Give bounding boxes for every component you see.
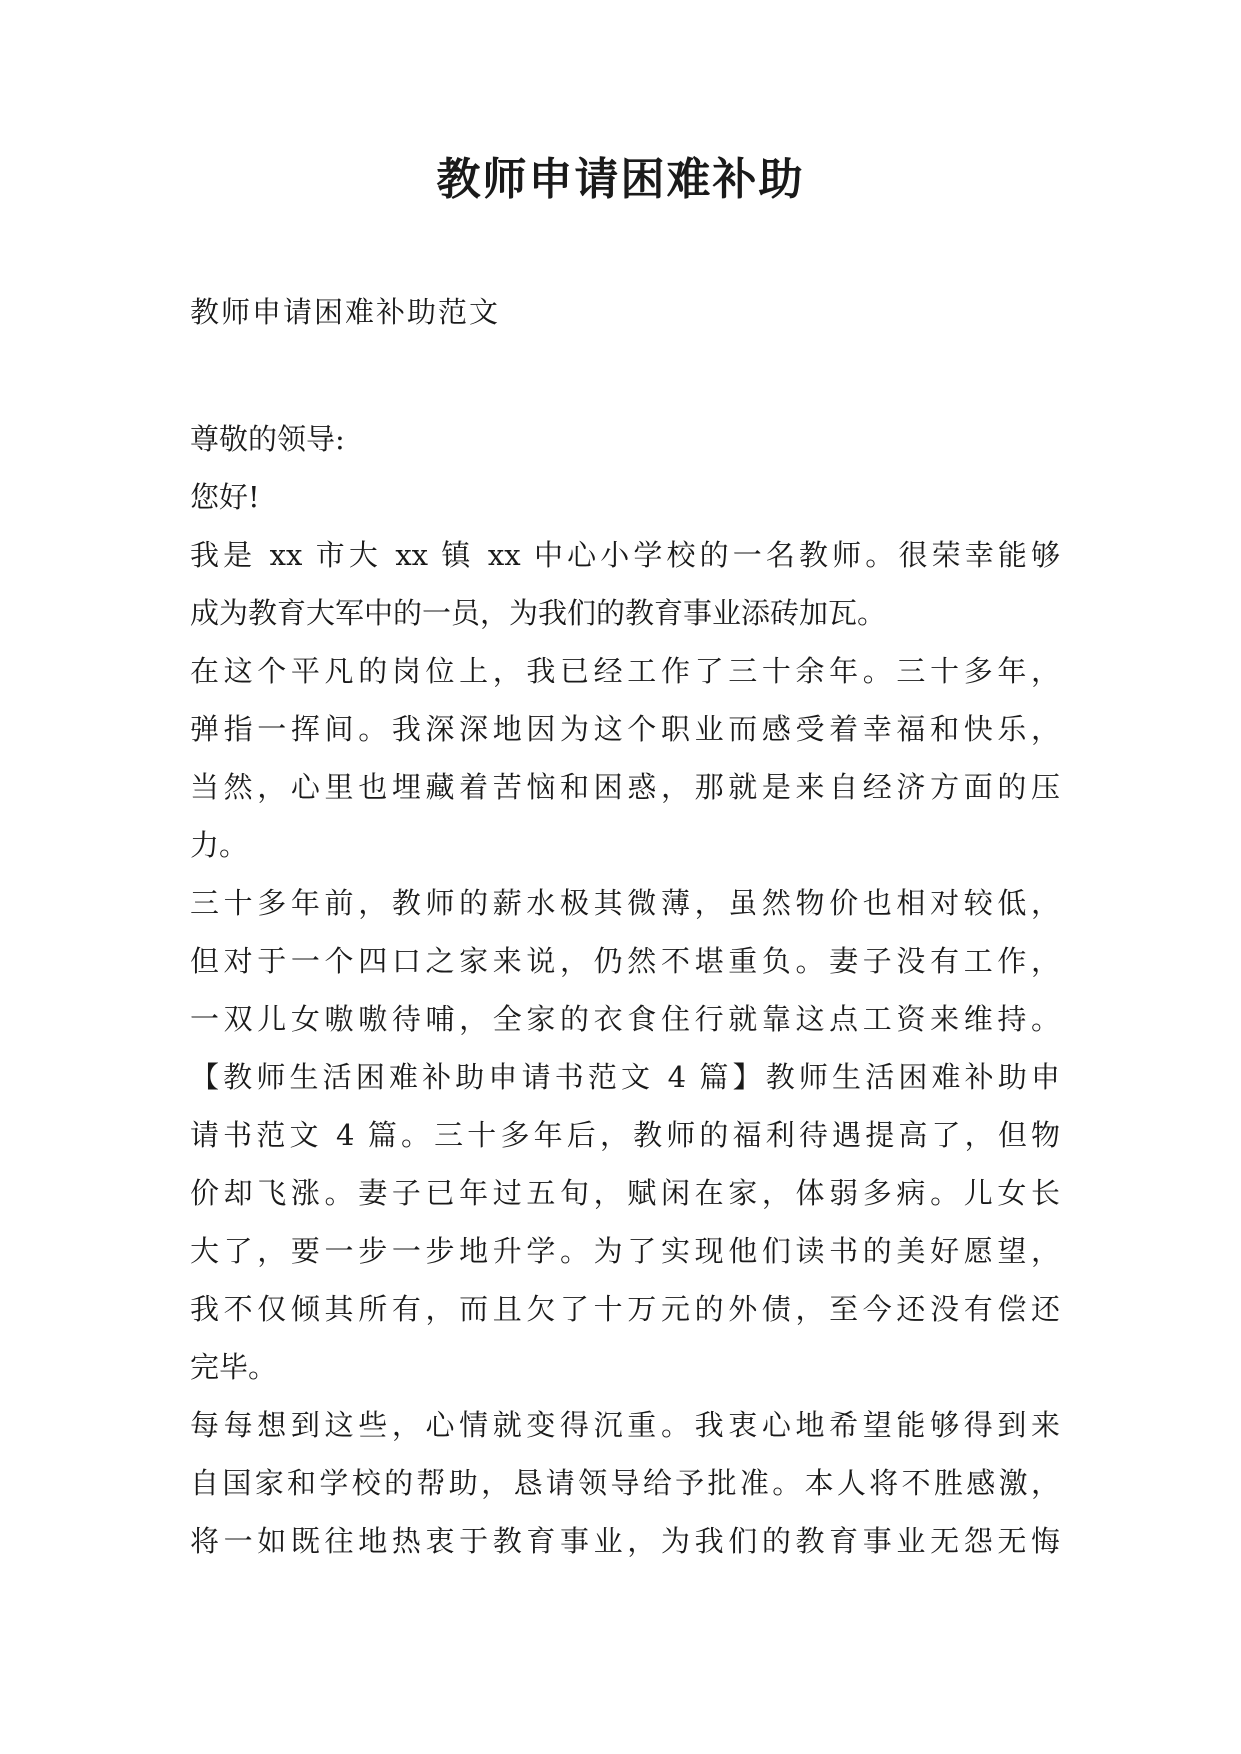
body-line: 弹指一挥间。我深深地因为这个职业而感受着幸福和快乐，: [190, 712, 1060, 746]
body-line: 您好!: [190, 480, 260, 514]
body-line: 【教师生活困难补助申请书范文 4 篇】教师生活困难补助申: [190, 1060, 1060, 1094]
body-line: 请书范文 4 篇。三十多年后，教师的福利待遇提高了，但物: [190, 1118, 1060, 1152]
body-line: 每每想到这些，心情就变得沉重。我衷心地希望能够得到来: [190, 1408, 1060, 1442]
body-line: 成为教育大军中的一员，为我们的教育事业添砖加瓦。: [190, 596, 887, 630]
document-title: 教师申请困难补助: [436, 154, 805, 205]
body-line: 力。: [190, 828, 249, 862]
body-line: 尊敬的领导:: [190, 422, 345, 456]
body-line: 价却飞涨。妻子已年过五旬，赋闲在家，体弱多病。儿女长: [190, 1176, 1060, 1210]
body-line: 我是 xx 市大 xx 镇 xx 中心小学校的一名教师。很荣幸能够: [190, 538, 1060, 572]
document-subtitle: 教师申请困难补助范文: [190, 295, 501, 329]
body-line: 一双儿女嗷嗷待哺，全家的衣食住行就靠这点工资来维持。: [190, 1002, 1060, 1036]
body-line: 自国家和学校的帮助，恳请领导给予批准。本人将不胜感激，: [190, 1466, 1060, 1500]
body-line: 大了，要一步一步地升学。为了实现他们读书的美好愿望，: [190, 1234, 1060, 1268]
body-line: 将一如既往地热衷于教育事业，为我们的教育事业无怨无悔: [190, 1524, 1060, 1558]
body-line: 在这个平凡的岗位上，我已经工作了三十余年。三十多年，: [190, 654, 1060, 688]
body-line: 当然，心里也埋藏着苦恼和困惑，那就是来自经济方面的压: [190, 770, 1060, 804]
body-line: 完毕。: [190, 1350, 278, 1384]
body-line: 我不仅倾其所有，而且欠了十万元的外债，至今还没有偿还: [190, 1292, 1060, 1326]
body-line: 但对于一个四口之家来说，仍然不堪重负。妻子没有工作，: [190, 944, 1060, 978]
document-body: [190, 410, 1060, 1570]
body-line: 三十多年前，教师的薪水极其微薄，虽然物价也相对较低，: [190, 886, 1060, 920]
